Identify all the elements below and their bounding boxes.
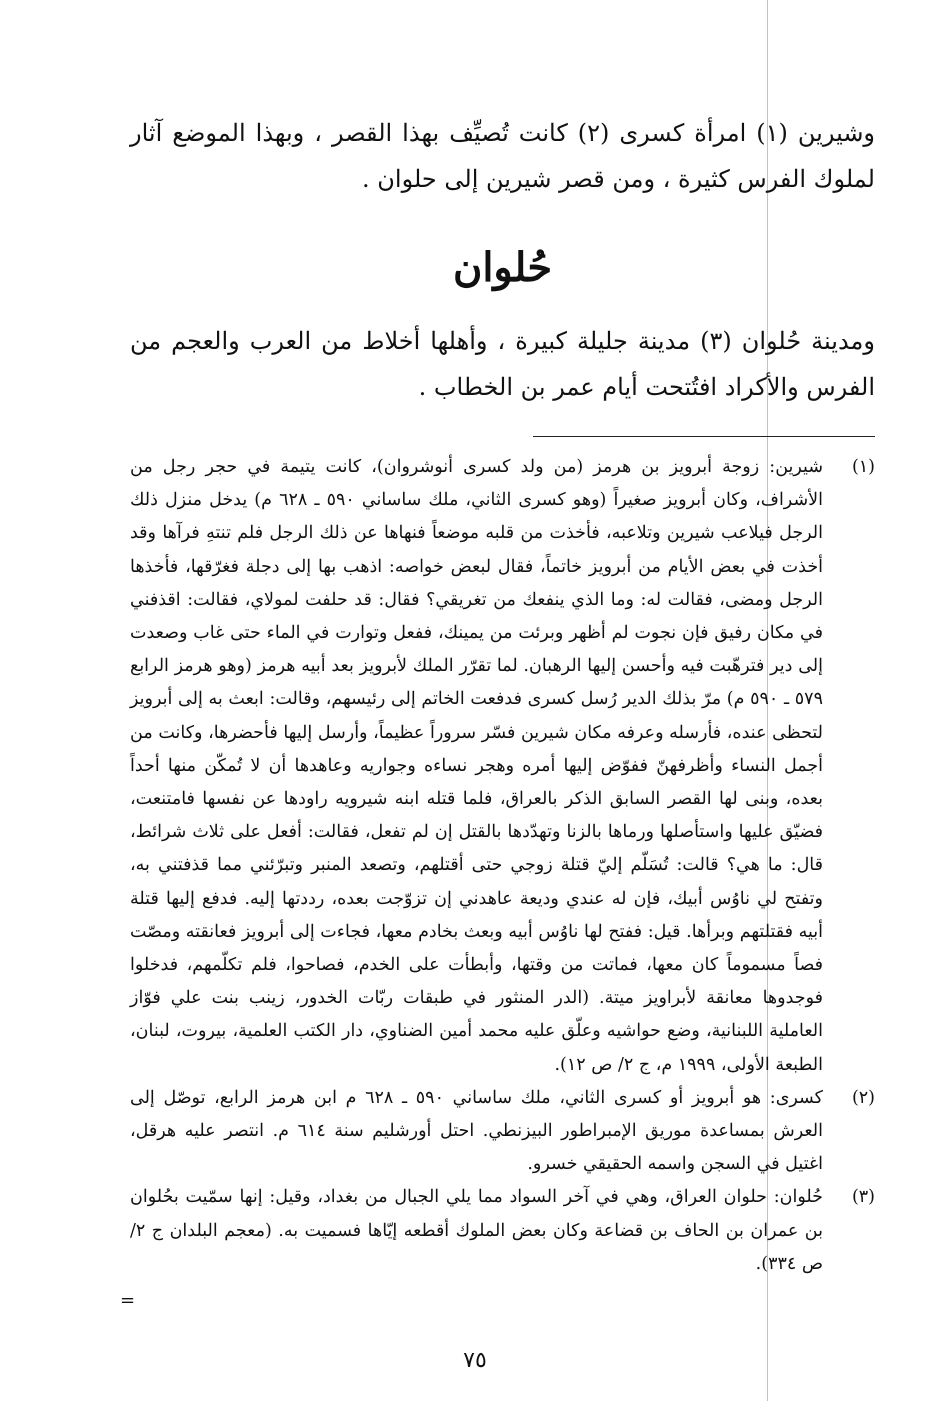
footnote-text: شيرين: زوجة أبرويز بن هرمز (من ولد كسرى أنوشروان)، كانت يتيمة في حجر رجل من الأشراف، وكان أبرويز صغيراً (وهو كسرى الثاني، ملك ساساني ٥٩٠ ـ ٦٢٨ م) يدخل منزل ذلك الرجل فيلاعب شيرين وتلاعبه، فأخذت من قلبه موضعاً فنهاها عن ذلك الرجل فلم تنتهِ فرآها وقد أخذت في بعض الأيام من أبرويز خاتماً، فقال لبعض خواصه: اذهب بها إلى دجلة فغرّقها، فأخذها الرجل ومضى، فقالت له: وما الذي ينفعك من تغريقي؟ فقال: قد حلفت لمولاي، فقالت: اقذفني في مكان رفيق فإن نجوت لم أظهر وبرئت من يمينك، ففعل وتوارت في الماء حتى غاب وصعدت إلى دير فترهّبت فيه وأحسن إليها الرهبان. لما تقرّر الملك لأبرويز بعد أبيه هرمز (وهو هرمز الرابع ٥٧٩ ـ ٥٩٠ م) مرّ بذلك الدير رُسل كسرى فدفعت الخاتم إلى رئيسهم، وقالت: ابعث به إلى أبرويز لتحظى عنده، فأرسله وعرفه مكان شيرين فسّر سروراً عظيماً، وأرسل إليها فأحضرها، وكانت من أجمل النساء وأظرفهنّ ففوّض إليها أمره وهجر نساءه وجواريه وعاهدها أن لا تُمكّن منها أحداً بعده، وبنى لها القصر السابق الذكر بالعراق، فلما قتله ابنه شيرويه راودها عن نفسها فامتنعت، فضيّق عليها واستأصلها ورماها بالزنا وتهدّدها بالقتل إن لم تفعل، فقالت: أفعل على ثلاث شرائط، قال: ما هي؟ قالت: تُسَلّم إليّ قتلة زوجي حتى أقتلهم، وتصعد المنبر وتبرّئني مما قذفتني به، وتفتح لي ناوُس أبيك، فإن له عندي وديعة عاهدني إن تزوّجت بعده، رددتها إليه. فدفع إليها قتلة أبيه فقتلتهم وبرأها. قيل: ففتح لها ناوُس أبيه وبعث بخادم معها، فجاءت إلى أبرويز فعانقته ومصّت فصاً مسموماً كان معها، فماتت من وقتها، وأبطأت على الخدم، فصاحوا، فلم تكلّمهم، فدخلوا فوجدوها معانقة لأبراويز ميتة. (الدر المنثور في طبقات ربّات الخدور، زينب بنت علي فوّاز العاملية اللبنانية، وضع حواشيه وعلّق عليه محمد أمين الضناوي، دار الكتب العلمية، بيروت، لبنان، الطبعة الأولى، ١٩٩٩ م، ج ٢/ ص ١٢). — [130, 457, 823, 1075]
book-page — [130, 110, 875, 1281]
footnotes — [130, 451, 875, 1281]
footnote-1 — [130, 451, 875, 1082]
footnote-text: حُلوان: حلوان العراق، وهي في آخر السواد مما يلي الجبال من بغداد، وقيل: إنها سمّيت بحُلوان بن عمران بن الحاف بن قضاعة وكان بعض الملوك أقطعه إيّاها فسميت به. (معجم البلدان ج ٢/ ص ٣٣٤). — [130, 1187, 823, 1274]
footnote-number: (٣) — [851, 1187, 875, 1208]
hulwan-paragraph: ومدينة حُلوان (٣) مدينة جليلة كبيرة ، وأهلها أخلاط من العرب والعجم من الفرس والأكراد افتُتحت أيام عمر بن الخطاب . — [130, 327, 875, 401]
continuation-mark: = — [120, 1290, 136, 1311]
footnote-2 — [130, 1082, 875, 1182]
footnote-divider — [533, 436, 875, 437]
intro-paragraph: وشيرين (١) امرأة كسرى (٢) كانت تُصيِّف بهذا القصر ، وبهذا الموضع آثار لملوك الفرس كثيرة ، ومن قصر شيرين إلى حلوان . — [130, 119, 876, 193]
section-heading: حُلوان — [452, 244, 553, 291]
page-number: ٧٥ — [463, 1348, 487, 1373]
footnote-3 — [130, 1181, 875, 1281]
footnote-number: (١) — [851, 457, 875, 477]
footnote-text: كسرى: هو أبرويز أو كسرى الثاني، ملك ساساني ٥٩٠ ـ ٦٢٨ م ابن هرمز الرابع، توصّل إلى العرش بمساعدة موريق الإمبراطور البيزنطي. احتل أورشليم سنة ٦١٤ م. انتصر عليه هرقل، اغتيل في السجن واسمه الحقيقي خسرو. — [130, 1087, 824, 1175]
footnote-number: (٢) — [851, 1087, 875, 1108]
